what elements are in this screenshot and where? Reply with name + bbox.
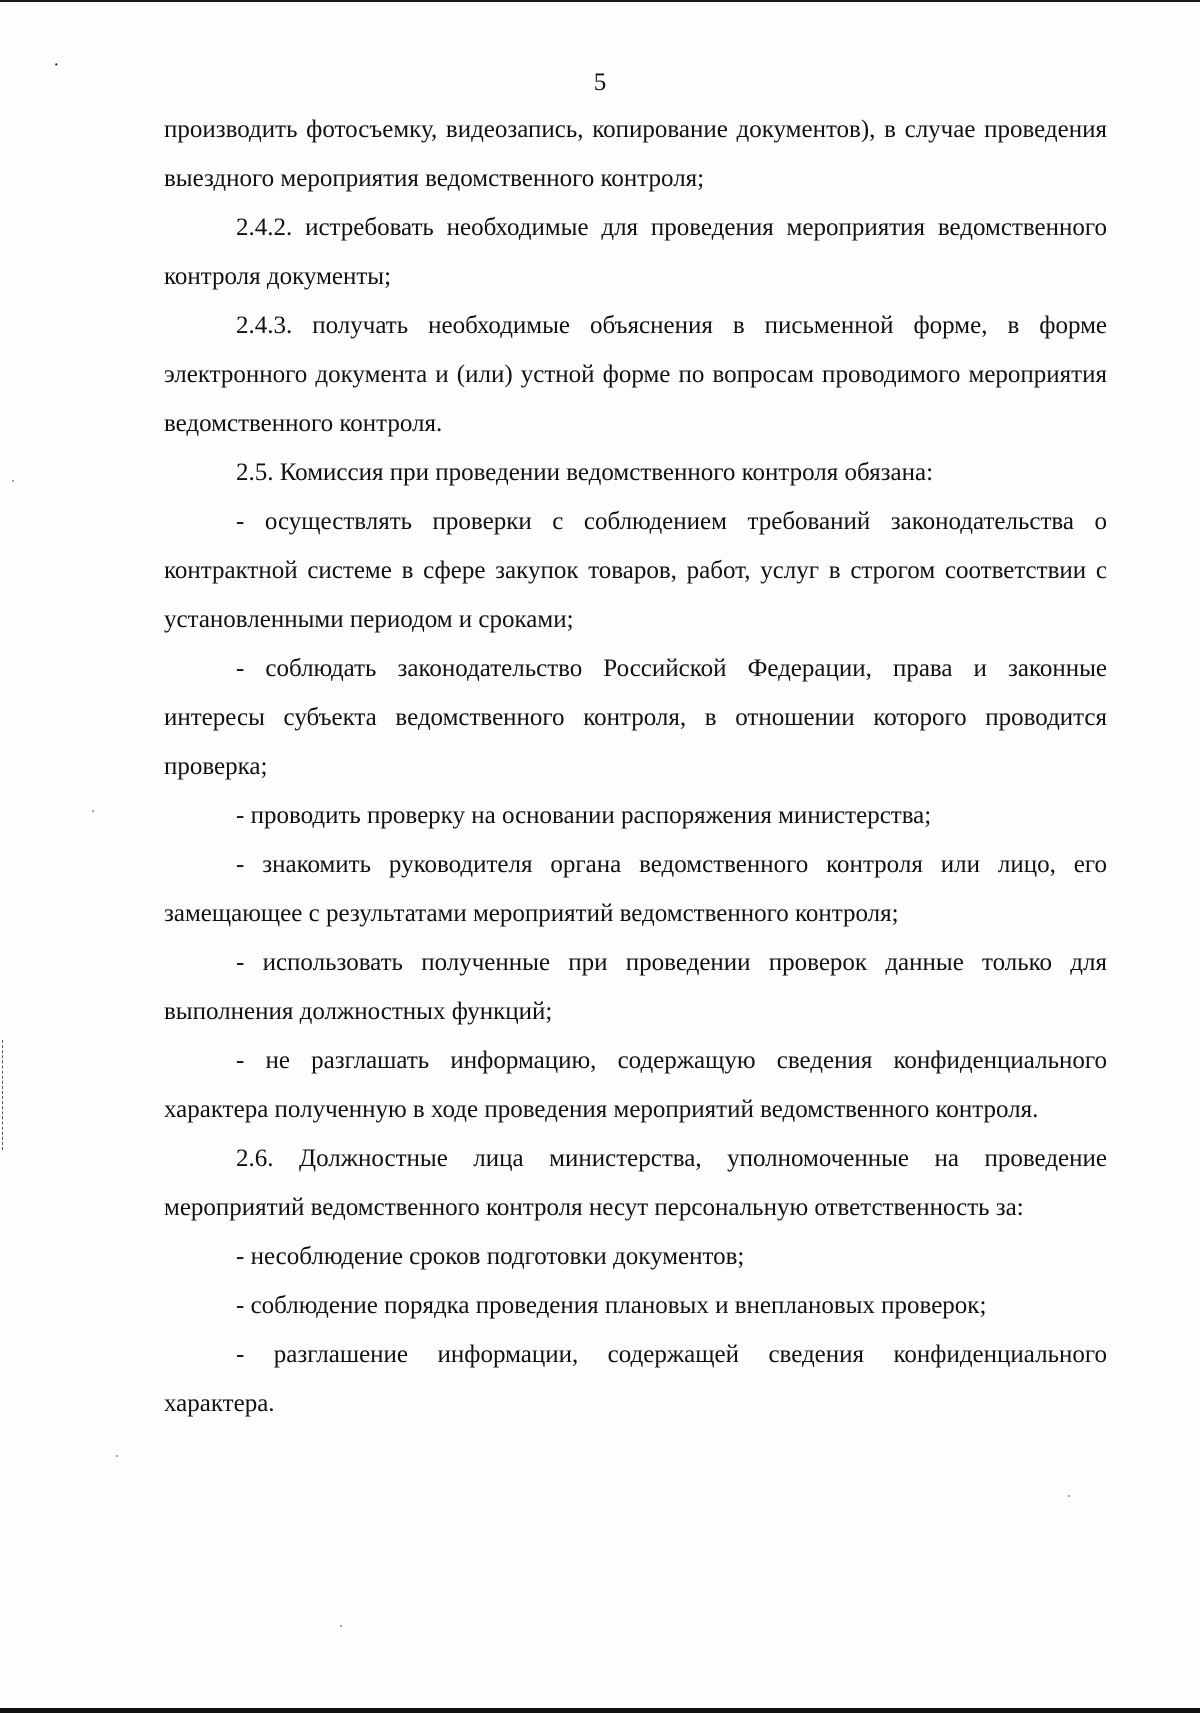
paragraph-2-4-3: 2.4.3. получать необходимые объяснения в письменной форме, в форме электронного документа и (или) устной форме по вопросам проводимого мероприятия ведомственного контроля. xyxy=(164,312,1107,437)
list-item-nondisclosure: - не разглашать информацию, содержащую сведения конфиденциального характера полученную в ходе проведения мероприятий ведомственного контроля. xyxy=(164,1047,1107,1123)
scan-top-edge xyxy=(0,0,1200,2)
list-item-familiarize-head: - знакомить руководителя органа ведомственного контроля или лицо, его замещающее с результатами мероприятий ведомственного контроля; xyxy=(164,851,1107,927)
list-item-conduct-checks: - осуществлять проверки с соблюдением требований законодательства о контрактной системе в сфере закупок товаров, работ, услуг в строгом соответствии с установленными периодом и сроками; xyxy=(164,508,1107,633)
scan-mark: · xyxy=(54,58,59,73)
scan-margin-rule xyxy=(2,1040,4,1150)
scan-bottom-edge xyxy=(0,1708,1200,1713)
page-number: 5 xyxy=(593,69,607,96)
list-item-order-basis: - проводить проверку на основании распоряжения министерства; xyxy=(236,802,932,829)
list-item-observe-legislation: - соблюдать законодательство Российской Федерации, права и законные интересы субъекта ведомственного контроля, в отношении которого проводится проверка; xyxy=(164,655,1107,780)
scan-speck xyxy=(116,1455,118,1457)
scan-speck xyxy=(1068,1495,1070,1497)
scan-speck xyxy=(340,1625,342,1627)
list-item-use-data: - использовать полученные при проведении проверок данные только для выполнения должностных функций; xyxy=(164,949,1107,1025)
list-item-disclosure: - разглашение информации, содержащей сведения конфиденциального характера. xyxy=(164,1341,1107,1417)
paragraph-2-6: 2.6. Должностные лица министерства, уполномоченные на проведение мероприятий ведомственного контроля несут персональную ответственность за: xyxy=(164,1145,1107,1221)
list-item-inspection-order: - соблюдение порядка проведения плановых и внеплановых проверок; xyxy=(236,1292,987,1319)
scan-speck xyxy=(92,810,94,812)
paragraph-2-4-2: 2.4.2. истребовать необходимые для проведения мероприятия ведомственного контроля документы; xyxy=(164,214,1107,290)
paragraph-intro-continuation: производить фотосъемку, видеозапись, копирование документов), в случае проведения выездного мероприятия ведомственного контроля; xyxy=(164,116,1107,192)
paragraph-2-5: 2.5. Комиссия при проведении ведомственного контроля обязана: xyxy=(236,459,934,486)
list-item-deadlines: - несоблюдение сроков подготовки документов; xyxy=(236,1243,745,1270)
scan-speck xyxy=(12,480,14,482)
document-body xyxy=(164,105,1107,1428)
